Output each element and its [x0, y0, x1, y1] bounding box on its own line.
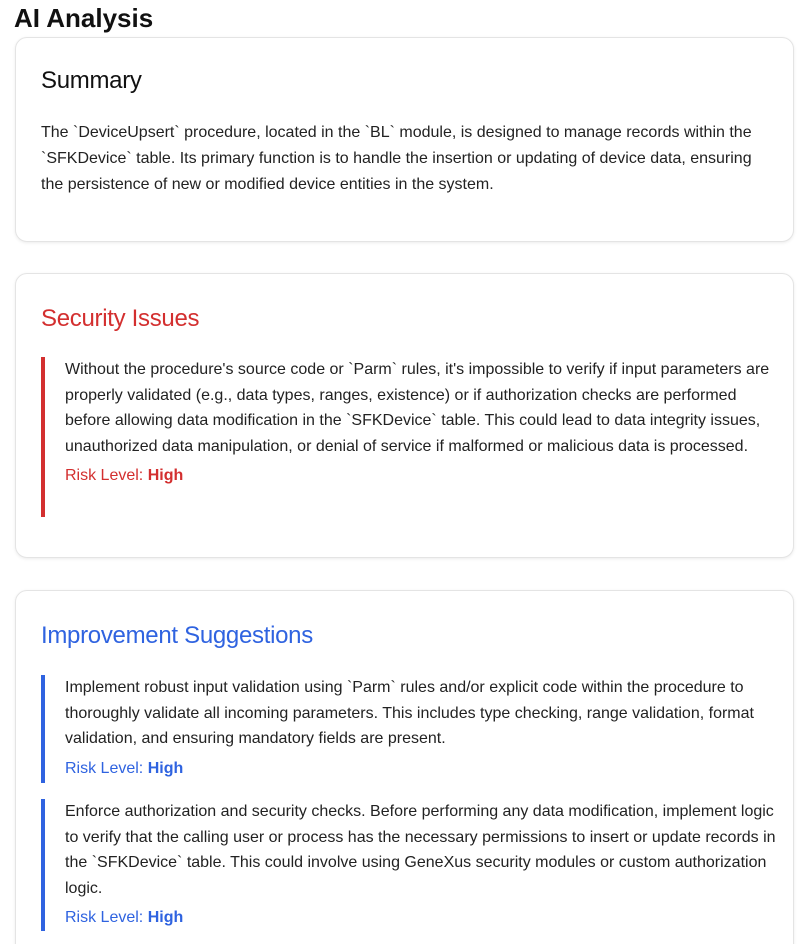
summary-card	[15, 37, 794, 242]
risk-level-value: High	[147, 909, 184, 926]
improvement-suggestions-heading: Improvement Suggestions	[41, 622, 313, 649]
summary-heading: Summary	[41, 67, 142, 94]
security-issue-risk	[65, 463, 785, 489]
risk-level-label: Risk Level:	[65, 759, 144, 777]
improvement-risk	[65, 905, 785, 931]
improvement-item	[41, 799, 785, 931]
risk-level-label: Risk Level:	[65, 909, 144, 926]
improvement-risk	[65, 756, 785, 782]
improvement-suggestions-card	[15, 590, 794, 944]
security-issues-heading: Security Issues	[41, 305, 200, 332]
improvement-text: Implement robust input validation using `Parm` rules and/or explicit code within the procedure to thoroughly validate all incoming parameters. This includes type checking, range validation, format validation, and ensuring mandatory fields are present.	[65, 679, 754, 747]
risk-level-value: High	[147, 467, 184, 484]
security-issue-item	[41, 357, 785, 517]
risk-level-label: Risk Level:	[65, 467, 144, 484]
page-title: AI Analysis	[14, 3, 154, 33]
risk-level-value: High	[147, 759, 184, 777]
summary-text: The `DeviceUpsert` procedure, located in the `BL` module, is designed to manage records within the `SFKDevice` table. Its primary function is to handle the insertion or updating of device data, ensuring the persistence of new or modified device entities in the system.	[41, 124, 752, 193]
security-issues-card	[15, 273, 794, 558]
security-issue-text: Without the procedure's source code or `Parm` rules, it's impossible to verify if input parameters are properly validated (e.g., data types, ranges, existence) or if authorization checks are performed before allowing data modification in the `SFKDevice` table. This could lead to data integrity issues, unauthorized data manipulation, or denial of service if malformed or malicious data is processed.	[65, 361, 770, 455]
improvement-item	[41, 675, 785, 783]
improvement-text: Enforce authorization and security checks. Before performing any data modification, implement logic to verify that the calling user or process has the necessary permissions to insert or update records in the `SFKDevice` table. This could involve using GeneXus security modules or custom authorization logic.	[65, 803, 776, 897]
